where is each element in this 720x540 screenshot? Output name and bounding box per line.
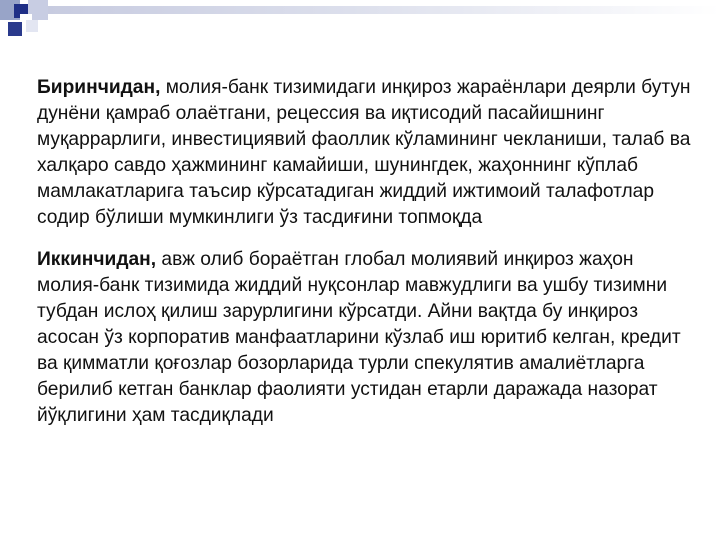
- paragraph-first: [37, 75, 697, 231]
- paragraph-second: [37, 247, 697, 429]
- header-band: [48, 6, 720, 14]
- paragraph-text: авж олиб бораётган глобал молиявий инқироз жаҳон молия-банк тизимида жиддий нуқсонлар мавжудлиги ва ушбу тизимни тубдан ислоҳ қилиш зарурлигини кўрсатди. Айни вақтда бу инқироз асосан ўз корпоратив манфаатларини кўзлаб иш юритиб келган, кредит ва қимматли қоғозлар бозорларида турли спекулятив амалиётларга берилиб кетган банклар фаолияти устидан етарли даражада назорат йўқлигини ҳам тасдиқлади: [37, 249, 681, 426]
- deco-square: [26, 20, 38, 32]
- paragraph-lead: Биринчидан,: [37, 77, 161, 98]
- paragraph-lead: Иккинчидан,: [37, 249, 157, 270]
- slide-body: [37, 75, 697, 429]
- paragraph-text: молия-банк тизимидаги инқироз жараёнлари деярли бутун дунёни қамраб олаётгани, рецессия ва иқтисодий пасайишнинг муқаррарлиги, инвестициявий фаоллик кўламининг чекланиши, талаб ва халқаро савдо ҳажмининг камайиши, шунингдек, жаҳоннинг кўплаб мамлакатларига таъсир кўрсатадиган жиддий ижтимоий талафотлар содир бўлиши мумкинлиги ўз тасдиғини топмоқда: [37, 77, 691, 228]
- deco-square: [8, 22, 22, 36]
